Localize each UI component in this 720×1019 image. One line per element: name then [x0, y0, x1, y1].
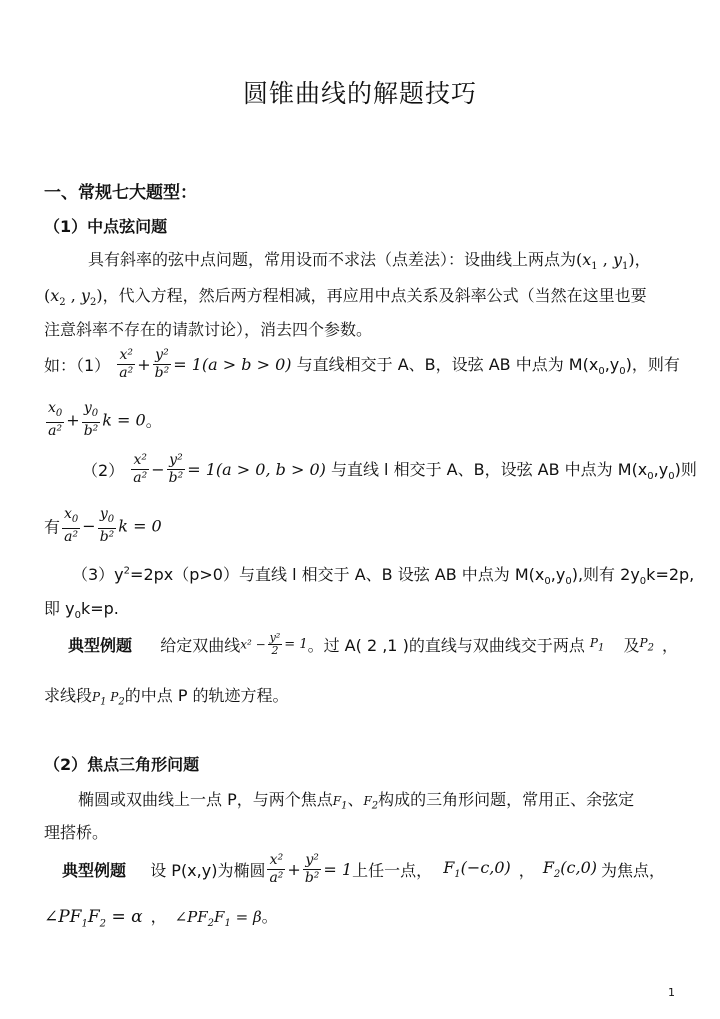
point-p2: $P_2$: [639, 635, 654, 654]
fraction-x2-a2-hyperbola: $\frac{\text{x²}}{\text{a²}}$: [133, 452, 148, 486]
focal-intro-line2: 理搭桥。: [44, 823, 109, 842]
subsection-heading-focal-triangle: （2）焦点三角形问题: [44, 755, 200, 774]
example2-prefix: （2）: [82, 461, 125, 480]
example1-prefix: 如：（1）: [44, 356, 111, 375]
midpoint-intro-line3: 注意斜率不存在的请款讨论），消去四个参数。: [44, 320, 373, 339]
midpoint-intro-line2: [44, 283, 647, 308]
example3-line: $(3)y^2=2px(p>0)$与直线 l 相交于 A、B 设弦 AB 中点为 $M(x_0,y_0)$,则有 $2y_0k=2p$,: [72, 565, 695, 588]
fraction-y0-b2-hyperbola: $\frac{y_0}{\text{b²}}$: [99, 506, 115, 545]
fraction-x2-a2: $\frac{\text{x²}}{\text{a²}}$: [119, 347, 134, 381]
example1-line: 如：（1） $\frac{\text{x²}}{\text{a²}}$ + $\frac{\text{y²}}{\text{b²}}$ = 1(a > b > 0) 与直线相交于 A、B，设弦 AB 中点为 $M(x_0,y_0)$，则有: [44, 347, 680, 381]
typical-example-1-line2: 求线段$P_1$ $P_2$的中点 P 的轨迹方程。: [44, 686, 289, 708]
example1-result: $\frac{x_0}{\text{a²}}$ + $\frac{y_0}{\text{b²}}$ k = 0。: [48, 400, 162, 439]
section-heading-1: 一、常规七大题型：: [44, 183, 197, 203]
fraction-y0-b2: $\frac{y_0}{\text{b²}}$: [83, 400, 99, 439]
fraction-y2-b2-hyperbola: $\frac{\text{y²}}{\text{b²}}$: [168, 452, 184, 486]
typical-example-label: 典型例题: [68, 636, 133, 655]
focal-intro-line1: 椭圆或双曲线上一点 P，与两个焦点$F_1$、$F_2$构成的三角形问题，常用正、余弦定: [78, 790, 635, 812]
focus-f2: $F_2(c,0)$: [542, 858, 598, 881]
angle-pf2f1: $\angle PF_2F_1 = \beta$: [174, 908, 262, 929]
example1-condition: = 1(a > b > 0): [173, 355, 292, 374]
example2-text: 与直线 l 相交于 A、B，设弦 AB 中点为 $M(x_0,y_0)$则: [330, 459, 697, 483]
example1-text: 与直线相交于 A、B，设弦 AB 中点为 $M(x_0,y_0)$，则有: [296, 354, 680, 378]
point2-math: ($x_2$ , $y_2$): [44, 286, 103, 309]
focus-f1: $F_1(-c,0)$: [443, 858, 511, 881]
point-p1: $P_1$: [589, 635, 605, 654]
example2-line: （2） $\frac{\text{x²}}{\text{a²}}$ − $\frac{\text{y²}}{\text{b²}}$ = 1(a > 0, b > 0) 与直线 l 相交于 A、B，设弦 AB 中点为 $M(x_0,y_0)$则: [82, 452, 697, 486]
intro-text-a: 具有斜率的弦中点问题，常用设而不求法（点差法）：设曲线上两点为: [88, 250, 577, 269]
fraction-x0-a2-hyperbola: $\frac{x_0}{\text{a²}}$: [64, 506, 79, 545]
fraction-y2-b2-ellipse: $\frac{\text{y²}}{\text{b²}}$: [304, 852, 320, 886]
fraction-x0-a2: $\frac{x_0}{\text{a²}}$: [48, 400, 63, 439]
typical-example-2: 典型例题 设 P(x,y)为椭圆 $\frac{\text{x²}}{\text{a²}}$ + $\frac{\text{y²}}{\text{b²}}$ = 1上任一点， $F_1(-c,0)$ ， $F_2(c,0)$ 为焦点，: [62, 852, 666, 886]
angle-pf1f2: $\angle PF_1F_2 = \alpha$: [44, 907, 143, 930]
midpoint-intro-line1: 具有斜率的弦中点问题，常用设而不求法（点差法）：设曲线上两点为($x_1$ , $y_1$)，: [88, 250, 651, 273]
page-number: 1: [668, 986, 675, 999]
fraction-y2-2: $\frac{\text{y²}}{2}$: [269, 631, 281, 657]
example3-conclusion: 即 $y_0k=p$.: [44, 599, 119, 622]
typical-example-label-2: 典型例题: [62, 861, 127, 880]
page-title: 圆锥曲线的解题技巧: [242, 79, 477, 108]
intro-text-b: ，代入方程，然后两方程相减，再应用中点关系及斜率公式（当然在这里也要: [102, 286, 647, 305]
typical-example-1: 典型例题 给定双曲线x² − $\frac{\text{y²}}{2}$ = 1。过 A( 2 ,1 )的直线与双曲线交于两点 $P_1$ 及$P_2$ ，: [68, 631, 678, 657]
angle-definitions: $\angle PF_1F_2 = \alpha$ ， $\angle PF_2F_1 = \beta$。: [44, 907, 278, 930]
example2-condition: = 1(a > 0, b > 0): [187, 460, 326, 479]
example2-result: 有 $\frac{x_0}{\text{a²}}$ − $\frac{y_0}{\text{b²}}$ k = 0: [44, 506, 162, 545]
subsection-heading-midpoint: （1）中点弦问题: [44, 217, 168, 236]
fraction-y2-b2: $\frac{\text{y²}}{\text{b²}}$: [154, 347, 170, 381]
fraction-x2-a2-ellipse: $\frac{\text{x²}}{\text{a²}}$: [269, 852, 284, 886]
point1-math: ($x_1$ , $y_1$): [576, 250, 635, 273]
